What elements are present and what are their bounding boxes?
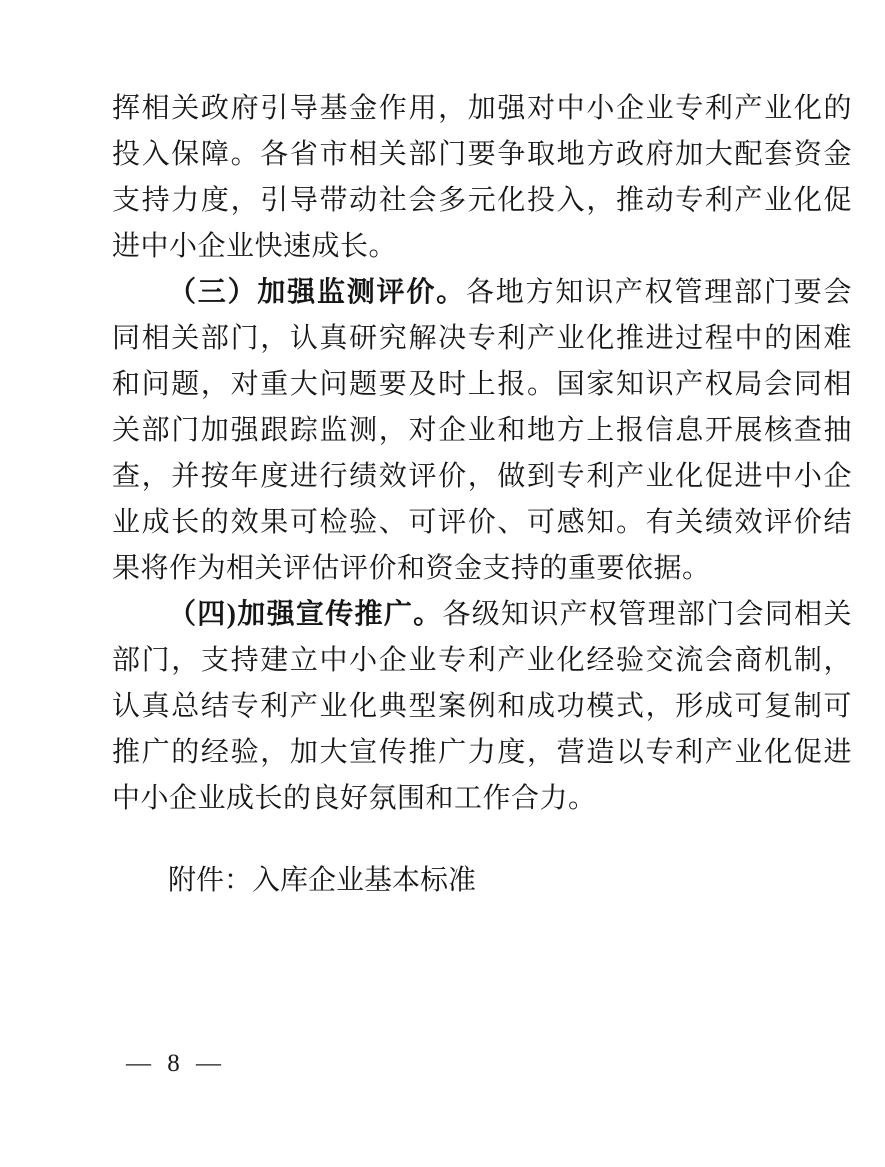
page-number: — 8 — <box>126 1050 226 1077</box>
paragraph-text: 各地方知识产权管理部门要会同相关部门，认真研究解决专利产业化推进过程中的困难和问题，对重大问题要及时上报。国家知识产权局会同相关部门加强跟踪监测，对企业和地方上报信息开展核查抽查，并按年度进行绩效评价，做到专利产业化促进中小企业成长的效果可检验、可评价、可感知。有关绩效评价结果将作为相关评估评价和资金支持的重要依据。 <box>112 277 852 584</box>
paragraph-text: 挥相关政府引导基金作用，加强对中小企业专利产业化的投入保障。各省市相关部门要争取地方政府加大配套资金支持力度，引导带动社会多元化投入，推动专利产业化促进中小企业快速成长。 <box>112 93 852 262</box>
paragraph-text: 各级知识产权管理部门会同相关部门，支持建立中小企业专利产业化经验交流会商机制，认真总结专利产业化典型案例和成功模式，形成可复制可推广的经验，加大宣传推广力度，营造以专利产业化促进中小企业成长的良好氛围和工作合力。 <box>112 599 852 814</box>
paragraph-continuation <box>112 86 852 270</box>
paragraph-heading: （三）加强监测评价。 <box>168 277 466 308</box>
paragraph-item-four <box>112 592 852 822</box>
document-body <box>112 86 852 904</box>
attachment-line: 附件：入库企业基本标准 <box>168 865 477 896</box>
paragraph-heading: （四)加强宣传推广。 <box>168 599 443 630</box>
paragraph-item-three <box>112 270 852 592</box>
